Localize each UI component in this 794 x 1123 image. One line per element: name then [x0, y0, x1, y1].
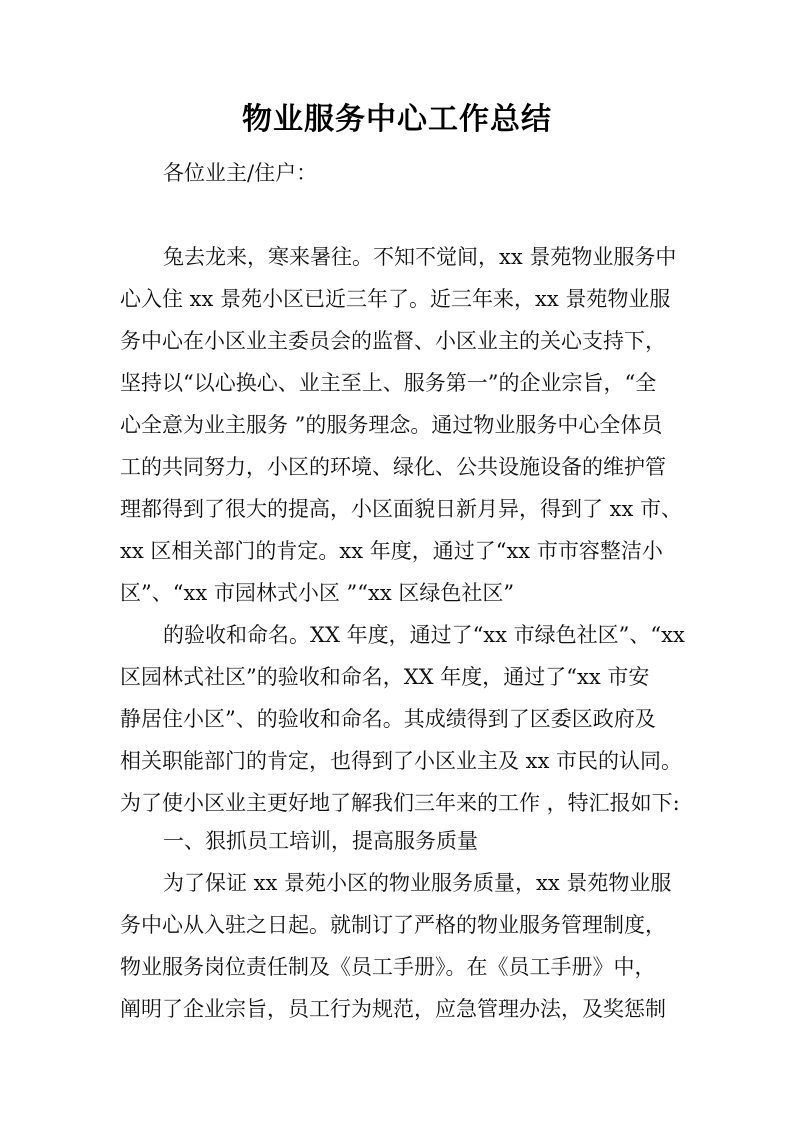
paragraph-line: 为了保证 xx 景苑小区的物业服务质量，xx 景苑物业服: [163, 871, 672, 895]
paragraph-line: 区园林式社区”的验收和命名，XX 年度，通过了“xx 市安: [120, 665, 650, 689]
paragraph-line: 务中心从入驻之日起。就制订了严格的物业服务管理制度，: [120, 913, 666, 937]
paragraph-line: 静居住小区”、的验收和命名。其成绩得到了区委区政府及: [120, 707, 656, 731]
section-heading: 一、狠抓员工培训，提高服务质量: [163, 829, 478, 853]
paragraph-line: 的验收和命名。XX 年度，通过了“xx 市绿色社区”、“xx: [163, 623, 685, 647]
paragraph-line: 工的共同努力，小区的环境、绿化、公共设施设备的维护管: [120, 455, 666, 479]
paragraph-line: 物业服务岗位责任制及《员工手册》。在《员工手册》中，: [120, 955, 656, 979]
paragraph-line: 坚持以“以心换心、业主至上、服务第一”的企业宗旨，“全: [120, 371, 657, 395]
paragraph-line: 区”、“xx 市园林式小区 ”“xx 区绿色社区”: [120, 581, 515, 605]
paragraph-line: 相关职能部门的肯定，也得到了小区业主及 xx 市民的认同。: [120, 749, 683, 773]
paragraph-line: 心入住 xx 景苑小区已近三年了。近三年来，xx 景苑物业服: [120, 287, 671, 311]
paragraph-line: 为了使小区业主更好地了解我们三年来的工作 ，特汇报如下:: [120, 791, 680, 815]
paragraph-line: 阐明了企业宗旨，员工行为规范，应急管理办法，及奖惩制: [120, 997, 666, 1021]
salutation: 各位业主/住户：: [163, 161, 318, 185]
paragraph-line: 兔去龙来，寒来暑往。不知不觉间，xx 景苑物业服务中: [163, 245, 677, 269]
paragraph-line: 理都得到了很大的提高，小区面貌日新月异，得到了 xx 市、: [120, 497, 683, 521]
paragraph-line: 务中心在小区业主委员会的监督、小区业主的关心支持下，: [120, 329, 666, 353]
paragraph-line: 心全意为业主服务 ”的服务理念。通过物业服务中心全体员: [120, 413, 663, 437]
paragraph-line: xx 区相关部门的肯定。xx 年度，通过了“xx 市市容整洁小: [120, 539, 663, 563]
document-title: 物业服务中心工作总结: [242, 102, 552, 137]
